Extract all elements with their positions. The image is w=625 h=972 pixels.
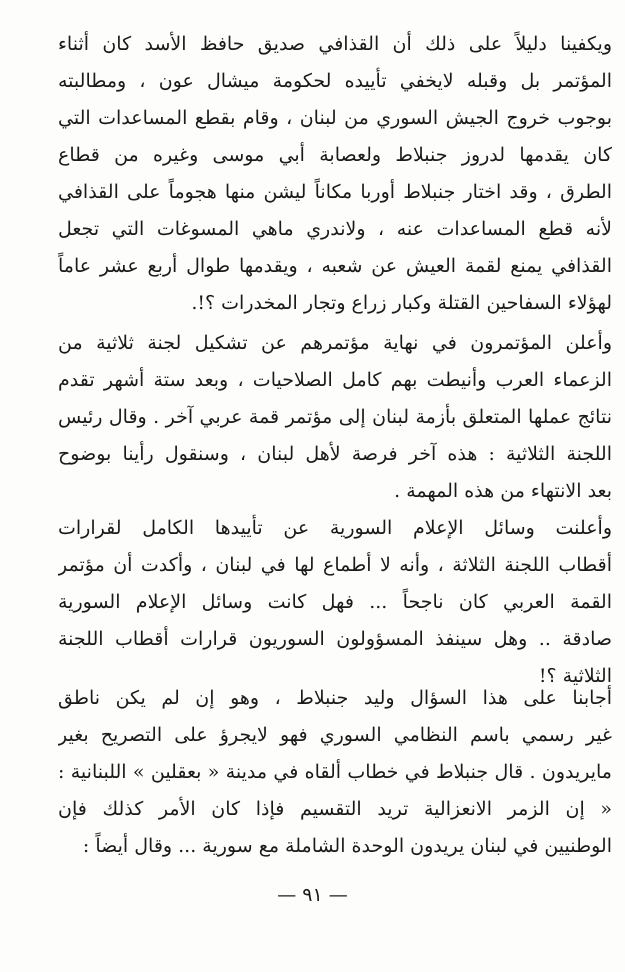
text-line: الطرق ، وقد اختار جنبلاط أوربا مكاناً ليشن منها هجوماً على القذافي [58, 181, 612, 203]
page-number: — ٩١ — [277, 884, 348, 906]
text-line: الزعماء العرب وأنيطت بهم كامل الصلاحيات ، وبعد ستة أشهر تقدم [58, 369, 612, 391]
text-line: ويكفينا دليلاً على ذلك أن القذافي صديق حافظ الأسد كان أثناء [58, 33, 612, 55]
text-line: القمة العربي كان ناجحاً ... فهل كانت وسائل الإعلام السورية [58, 591, 612, 613]
text-line: بوجوب خروج الجيش السوري من لبنان ، وقام بقطع المساعدات التي [58, 107, 612, 129]
text-line: وأعلن المؤتمرون في نهاية مؤتمرهم عن تشكيل لجنة ثلاثية من [58, 332, 612, 354]
text-line: اللجنة الثلاثية : هذه آخر فرصة لأهل لبنان ، وسنقول رأينا بوضوح [58, 443, 612, 465]
text-line: بعد الانتهاء من هذه المهمة . [394, 480, 612, 502]
text-line: المؤتمر بل وقبله لايخفي تأييده لحكومة ميشال عون ، ومطالبته [58, 70, 612, 92]
text-line: لهؤلاء السفاحين القتلة وكبار زراع وتجار المخدرات ؟!. [191, 292, 612, 314]
text-line: كان يقدمها لدروز جنبلاط ولعصابة أبي موسى وغيره من قطاع [58, 144, 612, 166]
text-line: الثلاثية ؟! [538, 665, 612, 687]
text-line: غير رسمي باسم النظامي السوري فهو لايجرؤ على التصريح بغير [58, 724, 612, 746]
text-line: أقطاب اللجنة الثلاثة ، وأنه لا أطماع لها في لبنان ، وأكدت أن مؤتمر [58, 554, 612, 576]
paragraph-4 [58, 680, 612, 865]
text-line: صادقة .. وهل سينفذ المسؤولون السوريون قرارات أقطاب اللجنة [58, 628, 612, 650]
text-line: مايريدون . قال جنبلاط في خطاب ألقاه في مدينة « بعقلين » اللبنانية : [58, 761, 612, 783]
text-line: القذافي يمنع لقمة العيش عن شعبه ، ويقدمها طوال أربع عشر عاماً [58, 255, 612, 277]
paragraph-1 [58, 26, 612, 322]
text-line: الوطنيين في لبنان يريدون الوحدة الشاملة مع سورية ... وقال أيضاً : [82, 835, 612, 857]
text-line: لأنه قطع المساعدات عنه ، ولاندري ماهي المسوغات التي تجعل [58, 218, 612, 240]
text-line: نتائج عملها المتعلق بأزمة لبنان إلى مؤتمر قمة عربي آخر . وقال رئيس [58, 406, 612, 428]
text-line: « إن الزمر الانعزالية تريد التقسيم فإذا كان الأمر كذلك فإن [58, 798, 612, 820]
text-line: وأعلنت وسائل الإعلام السورية عن تأييدها الكامل لقرارات [58, 517, 612, 539]
text-line: أجابنا على هذا السؤال وليد جنبلاط ، وهو إن لم يكن ناطق [58, 687, 612, 709]
paragraph-3 [58, 510, 612, 695]
paragraph-2 [58, 325, 612, 510]
